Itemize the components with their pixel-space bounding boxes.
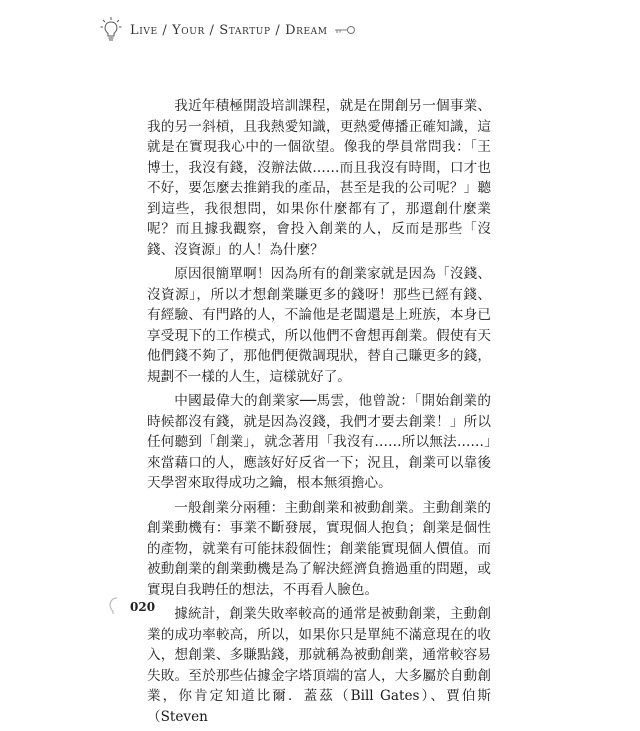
paragraph: 一般創業分兩種：主動創業和被動創業。主動創業的創業動機有：事業不斷發展，實現個人抱負；創業是個性的產物，就業有可能抹殺個性；創業能實現個人價值。而被動創業的創業動機是為了解決經濟負擔過重的問題，或實現自我聘任的想法，不再看人臉色。 xyxy=(147,499,491,598)
running-header-title: Live / Your / Startup / Dream xyxy=(130,22,328,38)
lightbulb-outline-icon xyxy=(108,596,126,618)
running-header xyxy=(100,12,356,48)
body-text xyxy=(147,96,491,731)
paragraph: 據統計，創業失敗率較高的通常是被動創業，主動創業的成功率較高，所以，如果你只是單純不滿意現在的收入，想創業、多賺點錢，那就稱為被動創業，通常較容易失敗。至於那些佔據金字塔頂端的富人，大多屬於自動創業，你肯定知道比爾．蓋茲（Bill Gates）、賈伯斯（Steven xyxy=(147,606,491,725)
paragraph: 原因很簡單啊！因為所有的創業家就是因為「沒錢、沒資源」，所以才想創業賺更多的錢呀！那些已經有錢、有經驗、有門路的人，不論他是老闆還是上班族，本身已享受現下的工作模式，所以他們不會想再創業。假使有天他們錢不夠了，那他們便微調現狀，替自己賺更多的錢，規劃不一樣的人生，這樣就好了。 xyxy=(147,266,491,385)
paragraph: 我近年積極開設培訓課程，就是在開創另一個事業、我的另一斜槓，且我熱愛知識，更熱愛傳播正確知識，這就是在實現我心中的一個欲望。像我的學員常問我：「王博士，我沒有錢，沒辦法做……而且我沒有時間，口才也不好，要怎麼去推銷我的產品，甚至是我的公司呢？」聽到這些，我很想問，如果你什麼都有了，那還創什麼業呢？而且據我觀察，會投入創業的人，反而是那些「沒錢、沒資源」的人！為什麼？ xyxy=(147,98,491,258)
lightbulb-icon xyxy=(100,16,122,44)
page-number: 020 xyxy=(130,600,156,614)
paragraph: 中國最偉大的創業家──馬雲，他曾說：「開始創業的時候都沒有錢，就是因為沒錢，我們才要去創業！」所以任何聽到「創業」，就念著用「我沒有……所以無法……」來當藉口的人，應該好好反省一下；況且，創業可以靠後天學習來取得成功之鑰，根本無須擔心。 xyxy=(147,393,491,491)
key-icon xyxy=(334,25,356,35)
page-footer xyxy=(108,596,155,618)
